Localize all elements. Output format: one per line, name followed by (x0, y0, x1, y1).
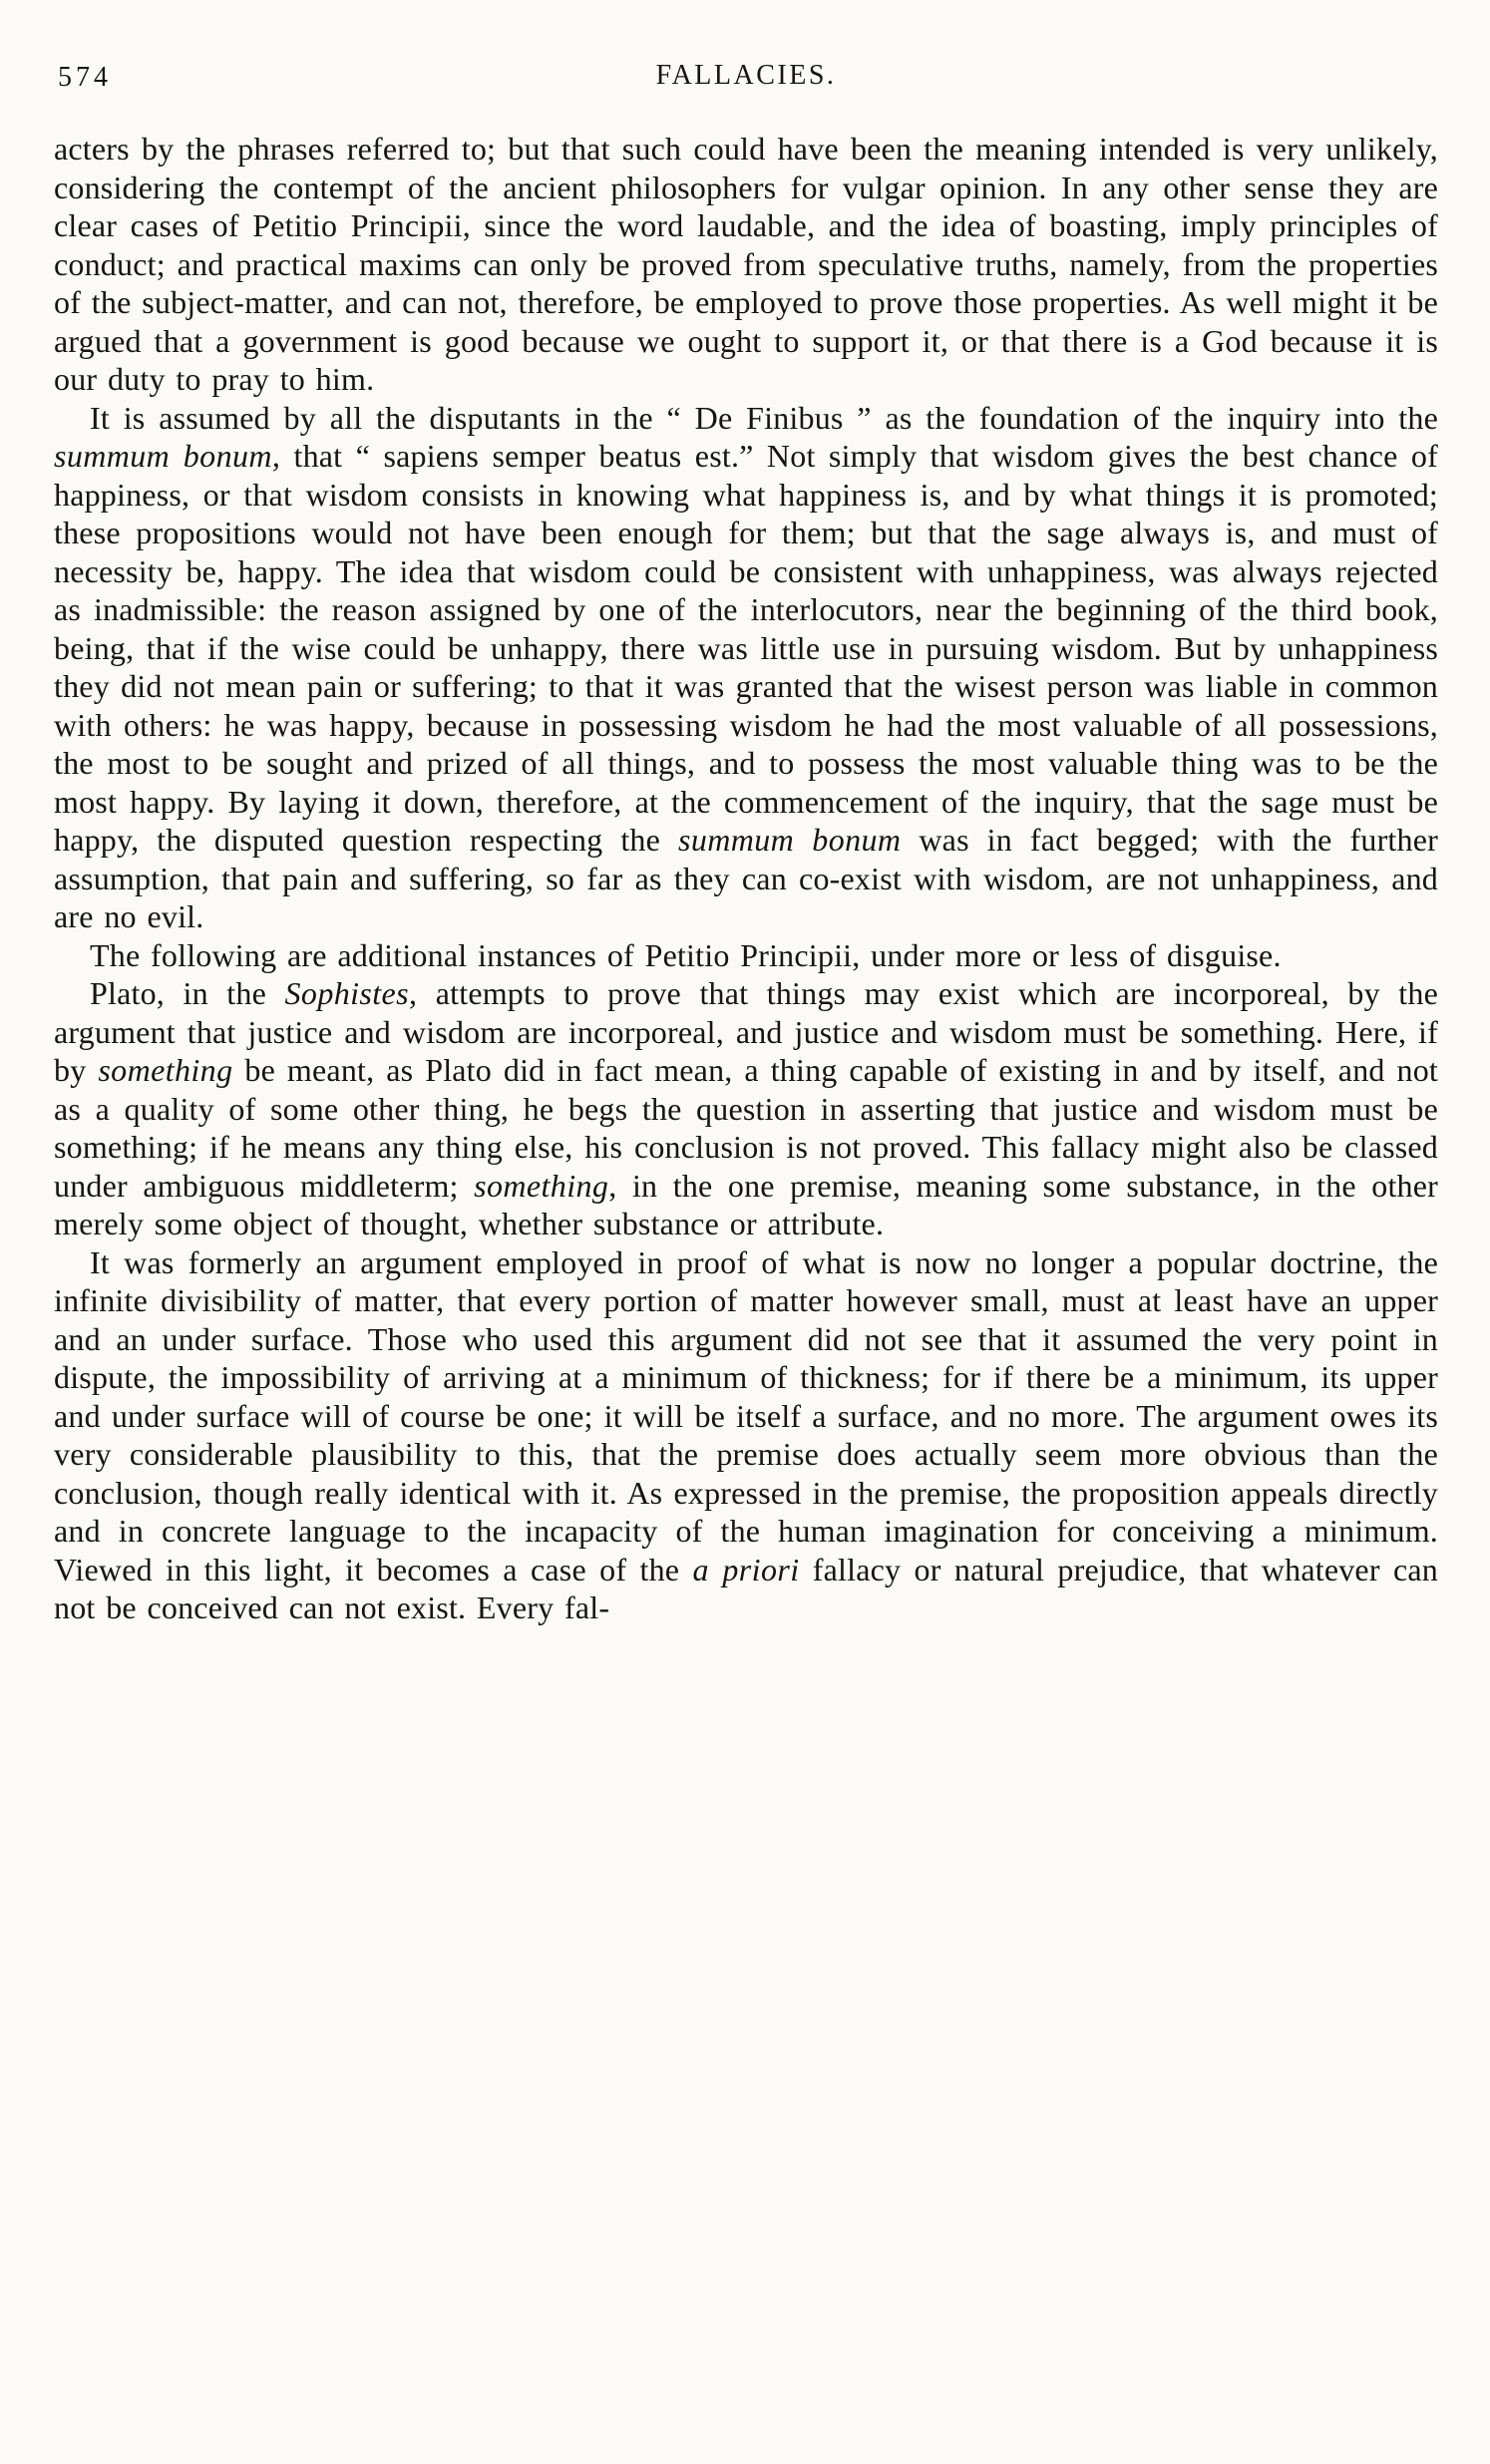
text-run-italic: summum bonum (677, 822, 902, 858)
text-run-italic: Sophistes (284, 975, 410, 1011)
text-run: It is assumed by all the disputants in the “ De Finibus ” as the foundation of the inquiry into the (90, 399, 1438, 436)
text-run: , that “ sapiens semper beatus est.” Not simply that wisdom gives the best chance of happiness, or that wisdom consists in knowing what happiness is, and by what things it is promoted; these propositions would not have been enough for them; but that the sage always is, and must of necessity be, happy. The idea that wisdom could be consistent with unhappiness, was always rejected as inadmissible: the reason assigned by one of the interlocutors, near the beginning of the third book, being, that if the wise could be unhappy, there was little use in pursuing wisdom. But by unhappiness they did not mean pain or suffering; to that it was granted that the wisest person was liable in common with others: he was happy, because in possessing wisdom he had the most valuable of all possessions, the most to be sought and prized of all things, and to possess the most valuable thing was to be the most happy. By laying it down, therefore, at the commencement of the inquiry, that the sage must be happy, the disputed question respecting the (54, 438, 1438, 858)
body-text (54, 130, 1438, 1627)
text-run-italic: something (98, 1052, 233, 1088)
paragraph (54, 399, 1438, 936)
text-run-italic: something (474, 1167, 609, 1204)
text-run: , in the one premise, meaning some substance, in the other merely some object of thought, whether substance or attribute. (54, 1167, 1438, 1241)
paragraph (54, 974, 1438, 1243)
paragraph (54, 130, 1438, 399)
text-run: Plato, in the (90, 975, 285, 1011)
text-run: acters by the phrases referred to; but that such could have been the meaning intended is very unlikely, considering the contempt of the ancient philosophers for vulgar opinion. In any other sense they are clear cases of Petitio Principii, since the word laudable, and the idea of boasting, imply principles of conduct; and practical maxims can only be proved from speculative truths, namely, from the properties of the subject-matter, and can not, therefore, be employed to prove those properties. As well might it be argued that a government is good because we ought to support it, or that there is a God because it is our duty to pray to him. (54, 131, 1438, 397)
paragraph (54, 1243, 1438, 1627)
text-run: , attempts to prove that things may exist which are incorporeal, by the argument that justice and wisdom are incorporeal, and justice and wisdom must be something. Here, if by (54, 975, 1438, 1088)
running-title: FALLACIES. (655, 60, 837, 91)
paragraph (54, 936, 1438, 975)
text-run: be meant, as Plato did in fact mean, a thing capable of existing in and by itself, and not as a quality of some other thing, he begs the question in asserting that justice and wisdom must be something; if he means any thing else, his conclusion is not proved. This fallacy might also be classed under ambiguous middleterm; (54, 1052, 1438, 1204)
page-header (54, 60, 1438, 104)
text-run-italic: a priori (692, 1551, 800, 1587)
text-run: fallacy or natural prejudice, that whatever can not be conceived can not exist. Every fal- (54, 1551, 1438, 1625)
page-number: 574 (58, 62, 112, 93)
text-run: The following are additional instances of Petitio Principii, under more or less of disguise. (90, 936, 1282, 973)
text-run: was in fact begged; with the further assumption, that pain and suffering, so far as they can co-exist with wisdom, are not unhappiness, and are no evil. (54, 822, 1438, 934)
text-run-italic: summum bonum (54, 438, 272, 474)
text-run: It was formerly an argument employed in proof of what is now no longer a popular doctrine, the infinite divisibility of matter, that every portion of matter however small, must at least have an upper and an under surface. Those who used this argument did not see that it assumed the very point in dispute, the impossibility of arriving at a minimum of thickness; for if there be a minimum, its upper and under surface will of course be one; it will be itself a surface, and no more. The argument owes its very considerable plausibility to this, that the premise does actually seem more obvious than the conclusion, though really identical with it. As expressed in the premise, the proposition appeals directly and in concrete language to the incapacity of the human imagination for conceiving a minimum. Viewed in this light, it becomes a case of the (54, 1243, 1438, 1587)
